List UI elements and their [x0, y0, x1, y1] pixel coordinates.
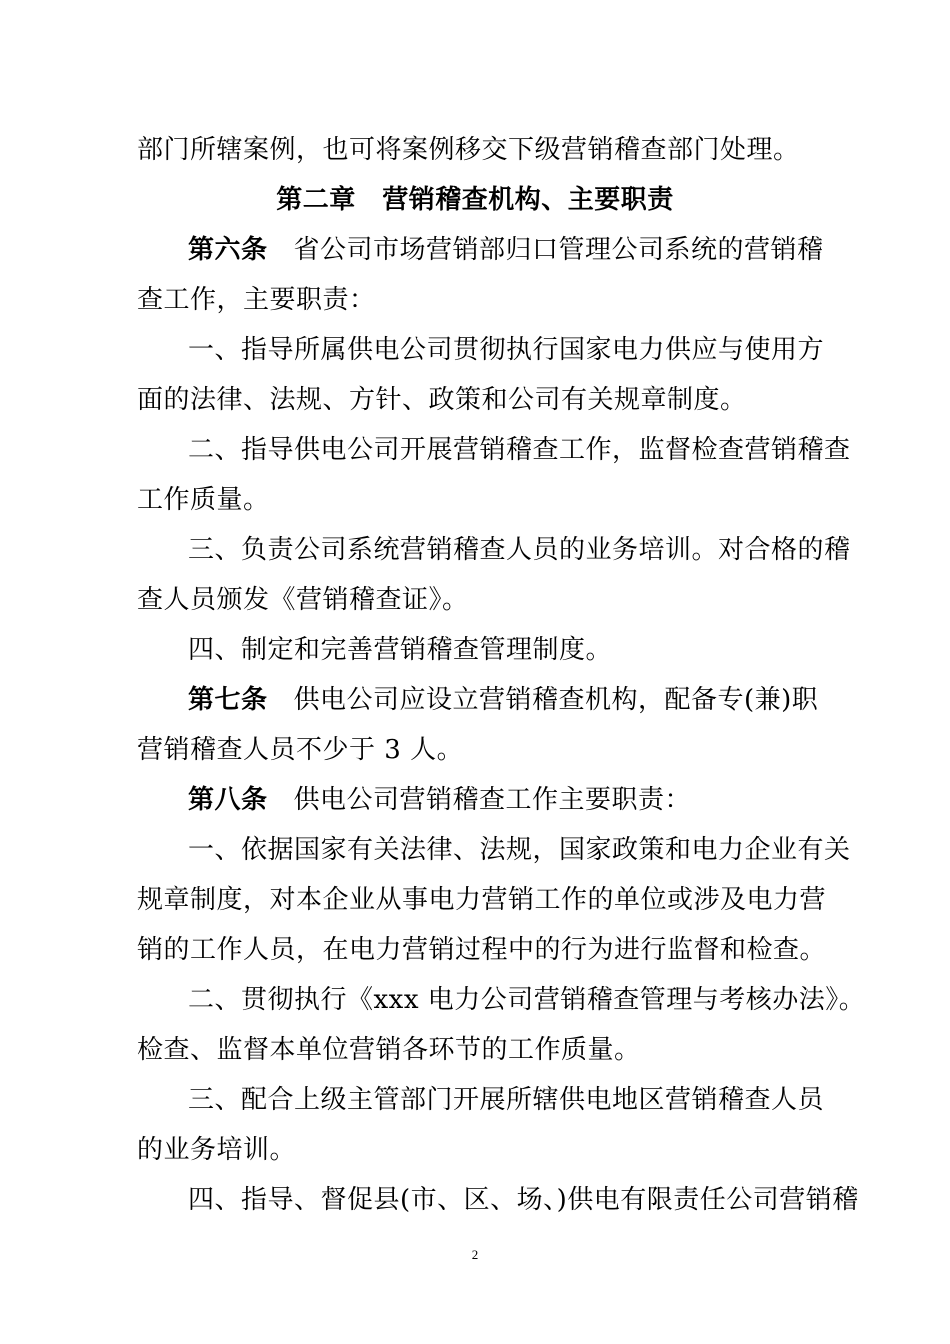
article-8-line: [188, 780, 818, 820]
text-line: 二、指导供电公司开展营销稽查工作，监督检查营销稽查: [188, 435, 851, 465]
text-line: 部门所辖案例，也可将案例移交下级营销稽查部门处理。: [137, 135, 800, 165]
text-line: 检查、监督本单位营销各环节的工作质量。: [137, 1035, 641, 1065]
text-line: 查工作，主要职责：: [137, 285, 376, 315]
page-number: 2: [471, 1247, 479, 1262]
article-8-text: 供电公司营销稽查工作主要职责：: [293, 785, 692, 815]
text-line: 规章制度，对本企业从事电力营销工作的单位或涉及电力营: [137, 885, 827, 915]
article-7-text: 供电公司应设立营销稽查机构，配备专(兼)职: [293, 685, 819, 715]
text-line: 四、制定和完善营销稽查管理制度。: [188, 635, 613, 665]
text-line: 的业务培训。: [137, 1135, 297, 1165]
text-line: 查人员颁发《营销稽查证》。: [137, 585, 469, 615]
text-line: 面的法律、法规、方针、政策和公司有关规章制度。: [137, 385, 747, 415]
article-7-label: 第七条: [188, 685, 268, 715]
article-8-label: 第八条: [188, 785, 268, 815]
article-6-label: 第六条: [188, 235, 268, 265]
text-line: 一、指导所属供电公司贯彻执行国家电力供应与使用方: [188, 335, 825, 365]
text-line: 销的工作人员，在电力营销过程中的行为进行监督和检查。: [137, 935, 827, 965]
chapter-heading: 第二章 营销稽查机构、主要职责: [276, 185, 674, 215]
article-6-line: [188, 230, 824, 270]
article-6-text: 省公司市场营销部归口管理公司系统的营销稽: [293, 235, 824, 265]
article-7-line: [188, 680, 818, 720]
text-line: 四、指导、督促县(市、区、场、)供电有限责任公司营销稽: [188, 1185, 859, 1215]
text-line: 三、负责公司系统营销稽查人员的业务培训。对合格的稽: [188, 535, 851, 565]
text-line: 营销稽查人员不少于 3 人。: [137, 735, 464, 765]
text-line: 三、配合上级主管部门开展所辖供电地区营销稽查人员: [188, 1085, 825, 1115]
text-line: 一、依据国家有关法律、法规，国家政策和电力企业有关: [188, 835, 851, 865]
text-line: 工作质量。: [137, 485, 270, 515]
text-line: 二、贯彻执行《xxx 电力公司营销稽查管理与考核办法》。: [188, 985, 866, 1015]
